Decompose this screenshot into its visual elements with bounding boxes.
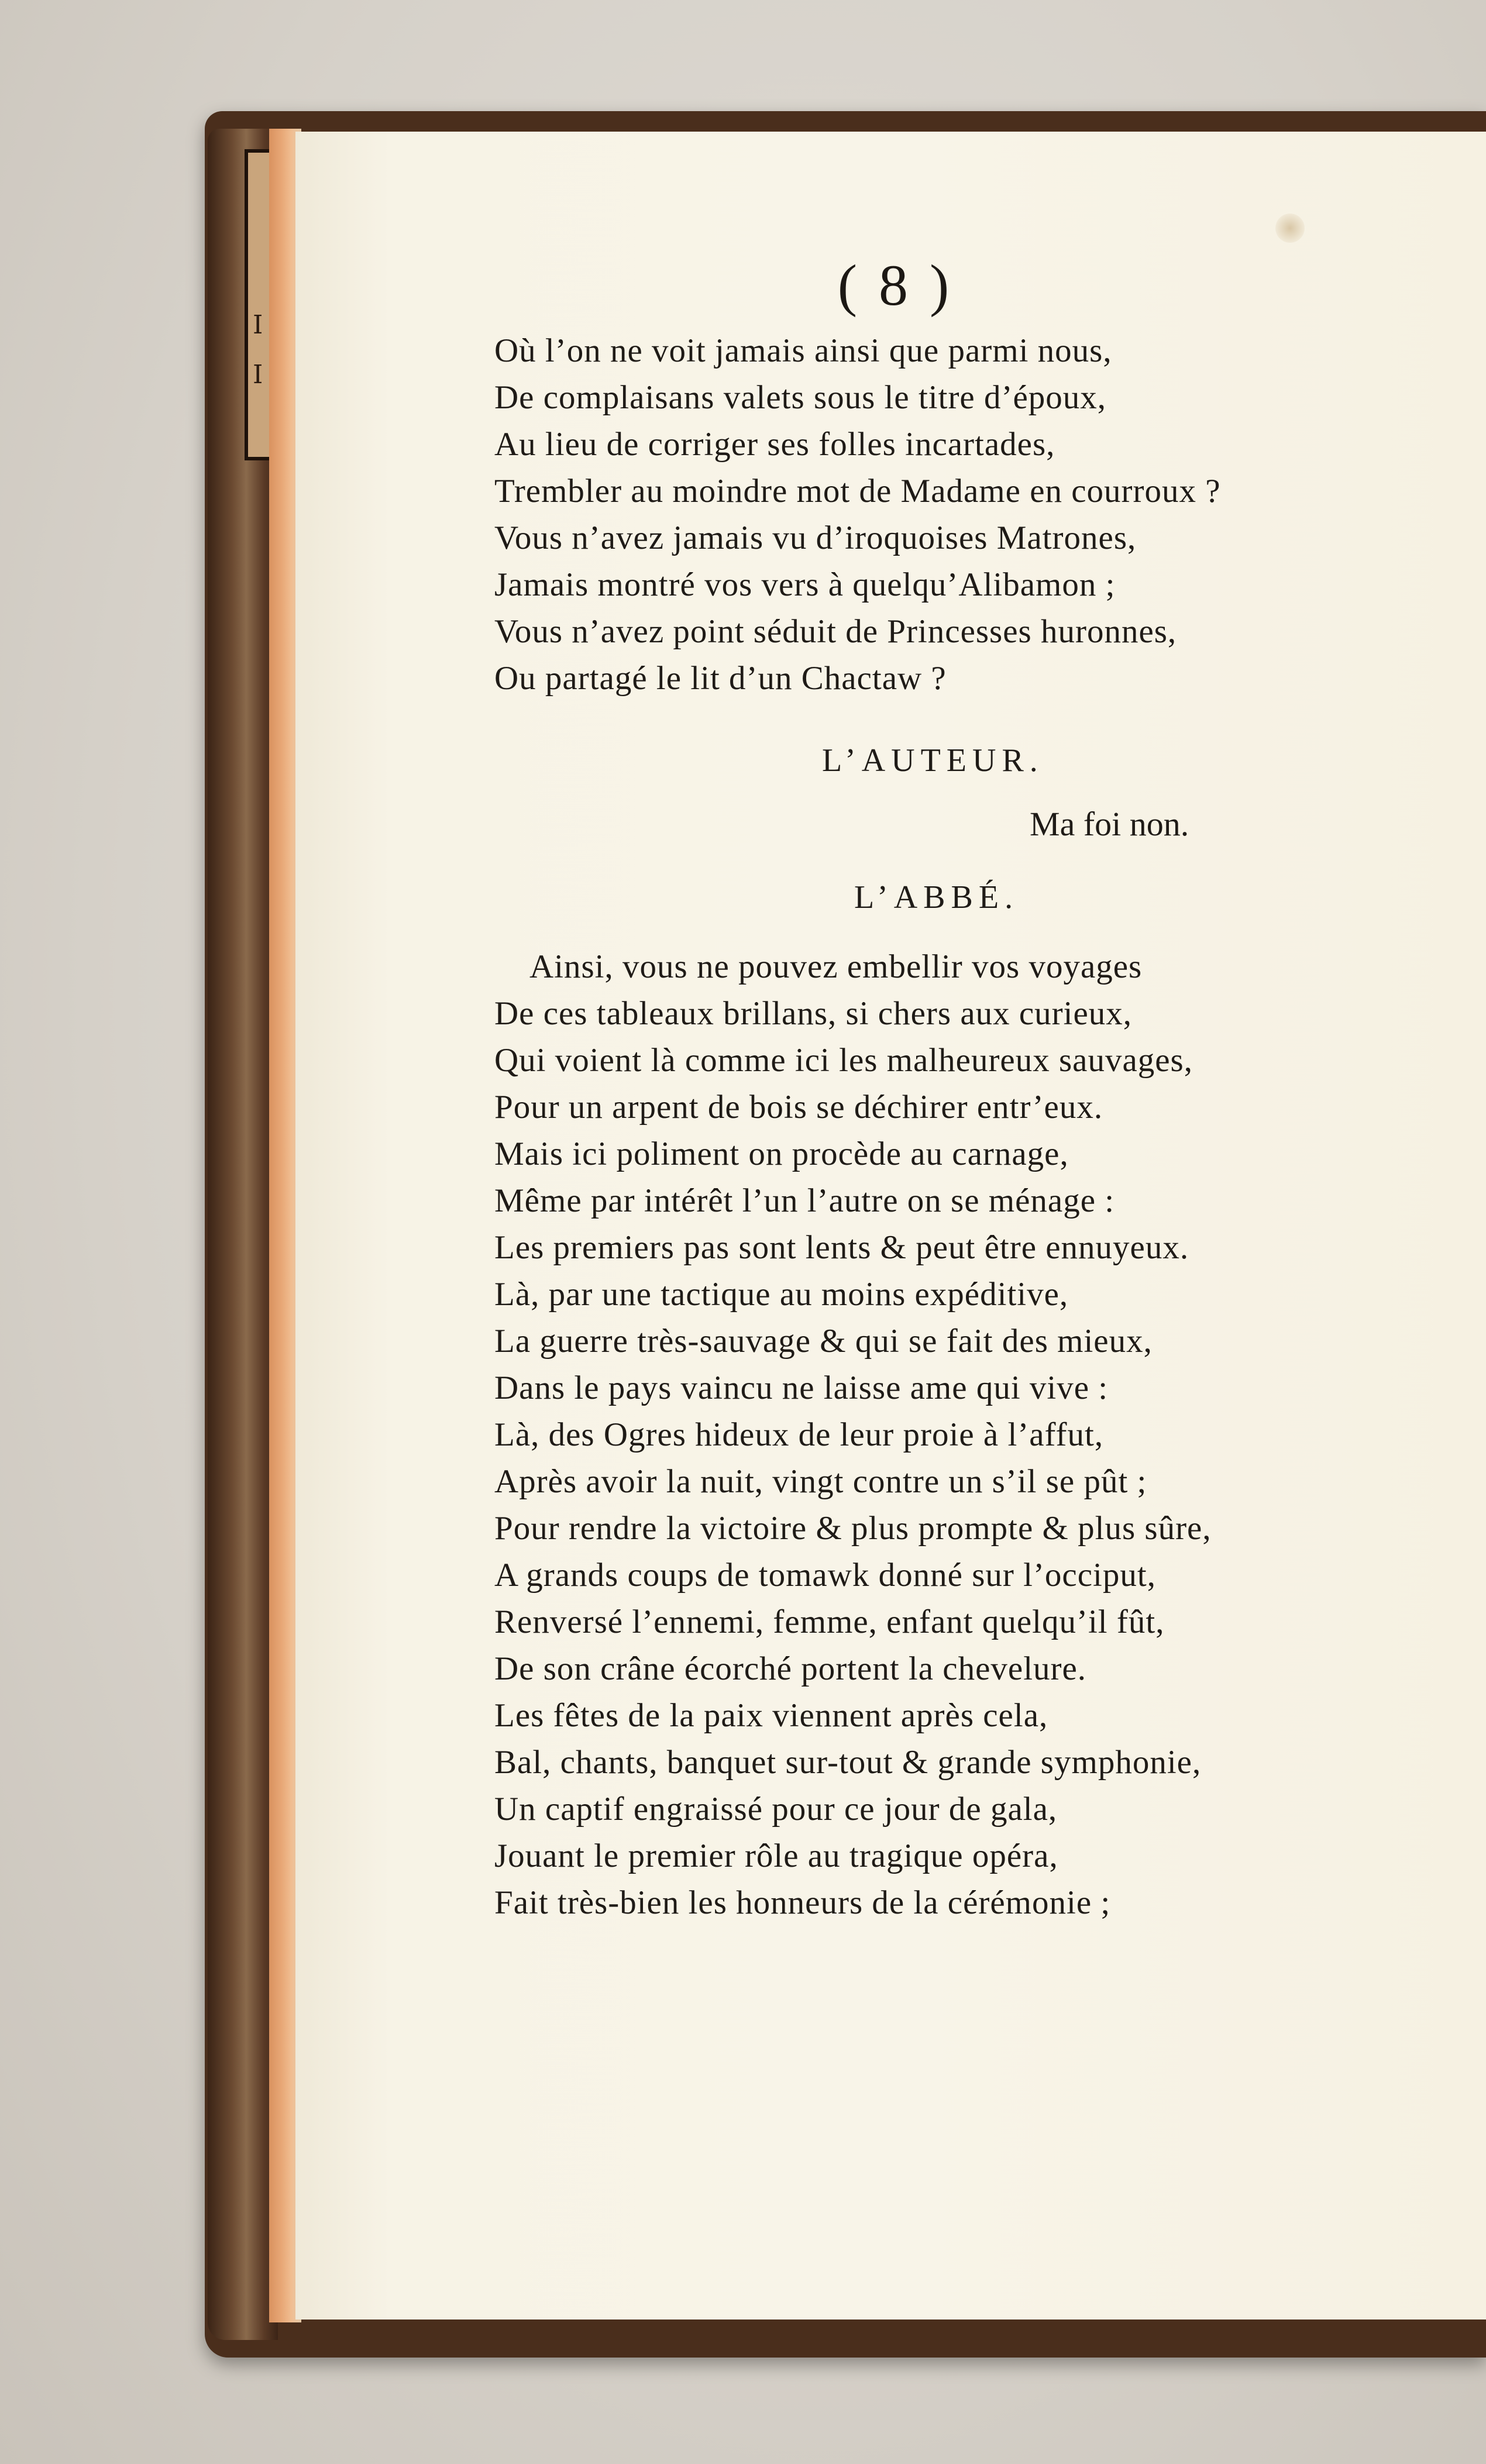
verse-line: Au lieu de corriger ses folles incartades, [494, 426, 1055, 463]
verse-line: Les premiers pas sont lents & peut être ennuyeux. [494, 1229, 1189, 1266]
spine-mark: I [253, 360, 263, 390]
verse-line: Jamais montré vos vers à quelqu’Alibamon ; [494, 566, 1116, 603]
verse-line: Là, des Ogres hideux de leur proie à l’affut, [494, 1416, 1104, 1453]
verse-line: Bal, chants, banquet sur-tout & grande symphonie, [494, 1744, 1202, 1781]
verse-line: Vous n’avez jamais vu d’iroquoises Matrones, [494, 519, 1137, 556]
spine-mark: I [253, 310, 263, 340]
verse-line: A grands coups de tomawk donné sur l’occiput, [494, 1557, 1156, 1594]
verse-line: Fait très-bien les honneurs de la cérémonie ; [494, 1884, 1111, 1921]
verse-line: Qui voient là comme ici les malheureux sauvages, [494, 1042, 1193, 1079]
speaker-heading: L’ABBÉ. [854, 879, 1019, 916]
verse-line: Là, par une tactique au moins expéditive, [494, 1276, 1069, 1313]
verse-line: Ou partagé le lit d’un Chactaw ? [494, 660, 947, 697]
verse-line: De complaisans valets sous le titre d’époux, [494, 379, 1107, 416]
verse-line: Ainsi, vous ne pouvez embellir vos voyages [529, 948, 1143, 985]
stanza-2 [494, 944, 1212, 1926]
verse-line: Renversé l’ennemi, femme, enfant quelqu’il fût, [494, 1603, 1165, 1640]
verse-line: Trembler au moindre mot de Madame en courroux ? [494, 473, 1221, 510]
speaker-heading: L’AUTEUR. [822, 742, 1044, 779]
verse-line: De ces tableaux brillans, si chers aux curieux, [494, 995, 1133, 1032]
verse-line: Un captif engraissé pour ce jour de gala, [494, 1791, 1058, 1828]
verse-line: Jouant le premier rôle au tragique opéra, [494, 1837, 1058, 1874]
page-stain [1275, 214, 1305, 243]
verse-line: Pour un arpent de bois se déchirer entr’eux. [494, 1089, 1103, 1126]
verse-line: Dans le pays vaincu ne laisse ame qui vive : [494, 1369, 1109, 1406]
reply-line: Ma foi non. [1030, 805, 1189, 843]
stanza-1 [494, 328, 1221, 702]
verse-line: Même par intérêt l’un l’autre on se ménage : [494, 1182, 1115, 1219]
verse-line: Après avoir la nuit, vingt contre un s’il se pût ; [494, 1463, 1147, 1500]
verse-line: De son crâne écorché portent la chevelure. [494, 1650, 1087, 1687]
verse-line: La guerre très-sauvage & qui se fait des mieux, [494, 1323, 1153, 1360]
book-spine [208, 129, 278, 2340]
verse-line: Pour rendre la victoire & plus prompte & plus sûre, [494, 1510, 1212, 1547]
verse-line: Où l’on ne voit jamais ainsi que parmi nous, [494, 332, 1112, 369]
verse-line: Les fêtes de la paix viennent après cela, [494, 1697, 1048, 1734]
page-number: ( 8 ) [837, 253, 953, 318]
verse-line: Vous n’avez point séduit de Princesses huronnes, [494, 613, 1177, 650]
verse-line: Mais ici poliment on procède au carnage, [494, 1135, 1069, 1172]
